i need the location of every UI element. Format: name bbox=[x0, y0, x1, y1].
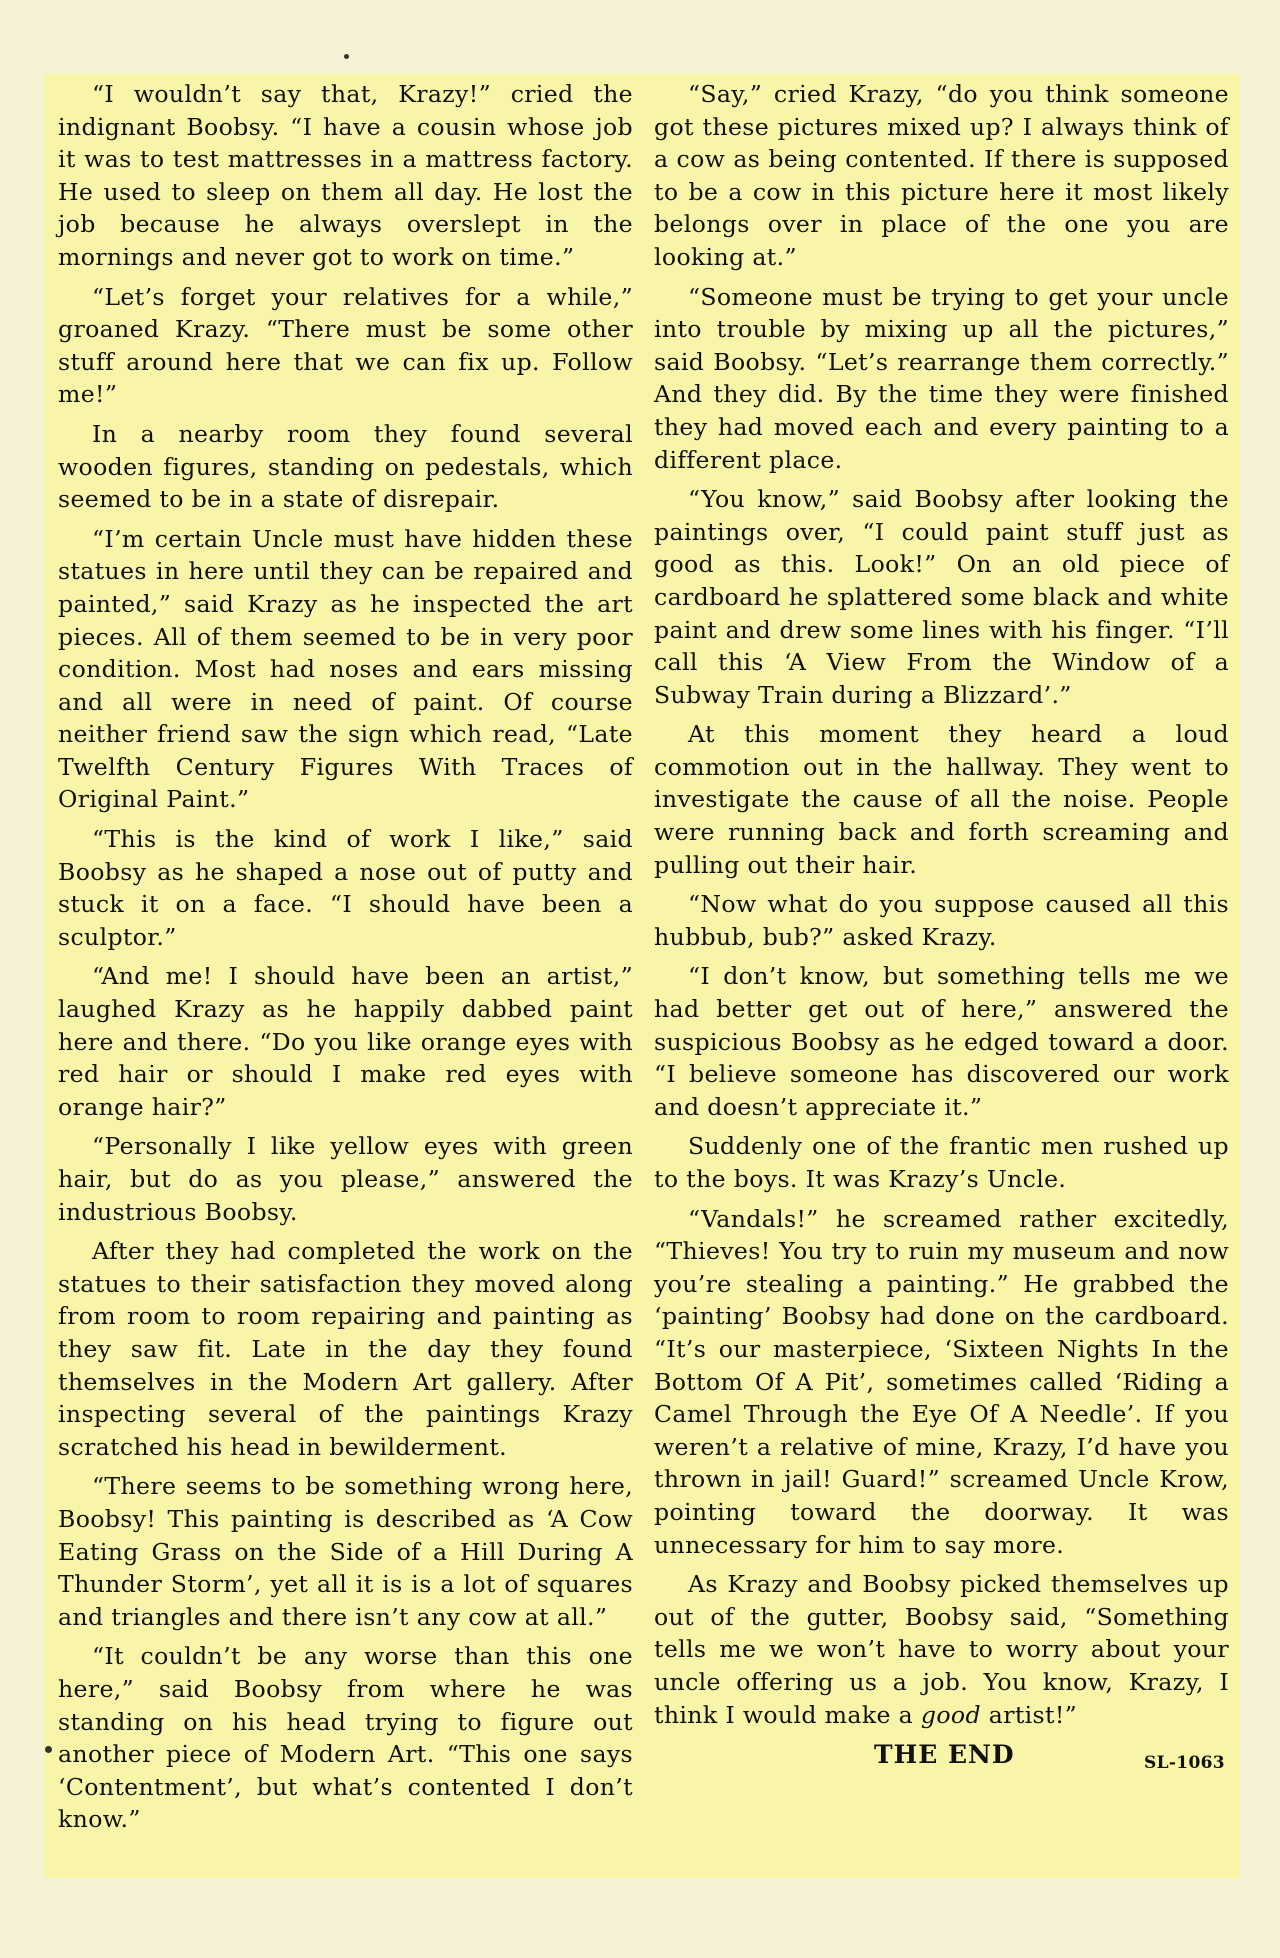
paragraph: “There seems to be something wrong here, Boobsy! This painting is described as ‘A Cow Eating Grass on the Side of a Hill During A Thunder Storm’, yet all it is is a lot of squares and triangles and there isn’t any cow at all.” bbox=[58, 1472, 633, 1631]
the-end-label: THE END bbox=[874, 1740, 1015, 1770]
paragraph: “Now what do you suppose caused all this hubbub, bub?” asked Krazy. bbox=[654, 890, 1229, 951]
paragraph: After they had completed the work on the statues to their satisfaction they moved along from room to room repairing and painting as they saw fit. Late in the day they found themselves in the Modern Art gallery. After inspecting several of the paintings Krazy scratched his head in bewilderment. bbox=[58, 1237, 633, 1461]
final-text-end: artist!” bbox=[980, 1700, 1078, 1729]
paragraph: “Personally I like yellow eyes with green hair, but do as you please,” answered the industrious Boobsy. bbox=[58, 1132, 633, 1226]
paragraph: At this moment they heard a loud commotion out in the hallway. They went to investigate the cause of all the noise. People were running back and forth screaming and pulling out their hair. bbox=[654, 720, 1229, 879]
final-paragraph bbox=[654, 1568, 1229, 1731]
paragraph: “This is the kind of work I like,” said Boobsy as he shaped a nose out of putty and stuck it on a face. “I should have been a sculptor.” bbox=[58, 825, 633, 951]
paragraph: “Vandals!” he screamed rather excitedly, “Thieves! You try to ruin my museum and now you’re stealing a painting.” He grabbed the ‘painting’ Boobsy had done on the cardboard. “It’s our masterpiece, ‘Sixteen Nights In the Bottom Of A Pit’, sometimes called ‘Riding a Camel Through the Eye Of A Needle’. If you weren’t a relative of mine, Krazy, I’d have you thrown in jail! Guard!” screamed Uncle Krow, pointing toward the doorway. It was unnecessary for him to say more. bbox=[654, 1204, 1229, 1559]
paragraph: “You know,” said Boobsy after looking the paintings over, “I could paint stuff just as good as this. Look!” On an old piece of cardboard he splattered some black and white paint and drew some lines with his finger. “I’ll call this ‘A View From the Window of a Subway Train during a Blizzard’.” bbox=[654, 485, 1229, 709]
paragraph: In a nearby room they found several wooden figures, standing on pedestals, which seemed to be in a state of disrepair. bbox=[58, 419, 633, 514]
paragraph: “And me! I should have been an artist,” laughed Krazy as he happily dabbed paint here and there. “Do you like orange eyes with red hair or should I make red eyes with orange hair?” bbox=[58, 962, 633, 1121]
paragraph: “Let’s forget your relatives for a while,” groaned Krazy. “There must be some other stuff around here that we can fix up. Follow me!” bbox=[58, 282, 633, 409]
paragraph: “I don’t know, but something tells me we had better get out of here,” answered the suspicious Boobsy as he edged toward a door. “I believe someone has discovered our work and doesn’t appreciate it.” bbox=[654, 962, 1229, 1121]
paragraph: “Someone must be trying to get your uncle into trouble by mixing up all the pictures,” said Boobsy. “Let’s rearrange them correctly.” And they did. By the time they were finished they had moved each and every painting to a different place. bbox=[654, 282, 1229, 474]
final-text-start: As Krazy and Boobsy picked themselves up out of the gutter, Boobsy said, “Something tells me we won’t have to worry about your uncle offering us a job. You know, Krazy, I think I would make a bbox=[654, 1570, 1229, 1729]
ink-speck bbox=[344, 54, 349, 59]
paragraph: “I wouldn’t say that, Krazy!” cried the indignant Boobsy. “I have a cousin whose job it was to test mattresses in a mattress factory. He used to sleep on them all day. He lost the job because he always overslept in the mornings and never got to work on time.” bbox=[58, 80, 633, 271]
page-code: SL-1063 bbox=[1143, 1753, 1225, 1774]
ink-speck bbox=[45, 1746, 52, 1753]
paragraph: “It couldn’t be any worse than this one here,” said Boobsy from where he was standing on his head trying to figure out another piece of Modern Art. “This one says ‘Contentment’, but what’s contented I don’t know.” bbox=[58, 1642, 633, 1834]
end-line bbox=[654, 1739, 1229, 1779]
left-column bbox=[58, 78, 633, 1843]
right-column bbox=[654, 78, 1229, 1779]
paragraph: “Say,” cried Krazy, “do you think someone got these pictures mixed up? I always think of a cow as being contented. If there is supposed to be a cow in this picture here it most likely belongs over in place of the one you are looking at.” bbox=[654, 80, 1229, 271]
paragraph: “I’m certain Uncle must have hidden these statues in here until they can be repaired and painted,” said Krazy as he inspected the art pieces. All of them seemed to be in very poor condition. Most had noses and ears missing and all were in need of paint. Of course neither friend saw the sign which read, “Late Twelfth Century Figures With Traces of Original Paint.” bbox=[58, 524, 633, 814]
paragraph: Suddenly one of the frantic men rushed up to the boys. It was Krazy’s Uncle. bbox=[654, 1132, 1229, 1193]
emphasized-word: good bbox=[920, 1700, 981, 1729]
